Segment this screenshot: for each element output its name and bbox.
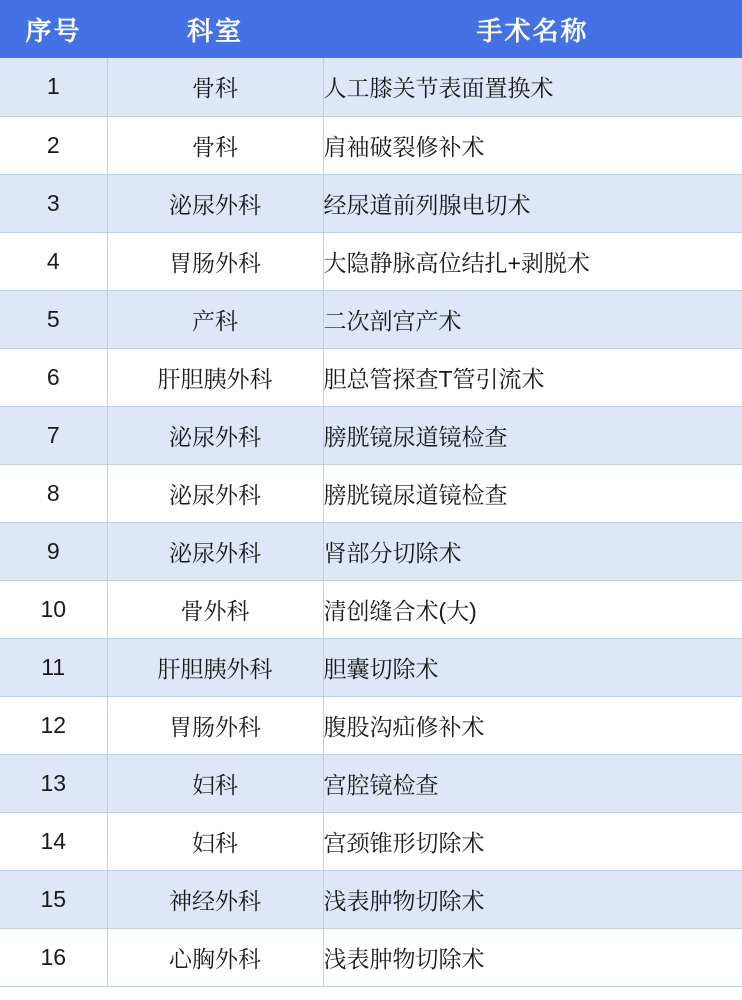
cell-index: 13	[0, 754, 107, 812]
cell-department: 神经外科	[107, 870, 323, 928]
cell-surgery-name: 清创缝合术(大)	[323, 580, 742, 638]
cell-department: 心胸外科	[107, 928, 323, 986]
table-row	[0, 116, 742, 174]
table-row	[0, 754, 742, 812]
cell-surgery-name: 胆囊切除术	[323, 638, 742, 696]
table-row	[0, 232, 742, 290]
table-body	[0, 58, 742, 986]
table-row	[0, 348, 742, 406]
table-row	[0, 58, 742, 116]
cell-department: 泌尿外科	[107, 522, 323, 580]
cell-department: 骨科	[107, 116, 323, 174]
table-row	[0, 870, 742, 928]
cell-index: 10	[0, 580, 107, 638]
cell-index: 1	[0, 58, 107, 116]
cell-department: 骨科	[107, 58, 323, 116]
table-row	[0, 696, 742, 754]
cell-index: 5	[0, 290, 107, 348]
cell-index: 14	[0, 812, 107, 870]
cell-surgery-name: 肩袖破裂修补术	[323, 116, 742, 174]
cell-surgery-name: 浅表肿物切除术	[323, 928, 742, 986]
cell-department: 泌尿外科	[107, 174, 323, 232]
cell-department: 肝胆胰外科	[107, 348, 323, 406]
cell-department: 胃肠外科	[107, 232, 323, 290]
table-row	[0, 174, 742, 232]
cell-department: 妇科	[107, 754, 323, 812]
table-row	[0, 406, 742, 464]
cell-surgery-name: 浅表肿物切除术	[323, 870, 742, 928]
cell-surgery-name: 二次剖宫产术	[323, 290, 742, 348]
cell-index: 7	[0, 406, 107, 464]
table-row	[0, 638, 742, 696]
cell-index: 2	[0, 116, 107, 174]
cell-surgery-name: 经尿道前列腺电切术	[323, 174, 742, 232]
cell-department: 肝胆胰外科	[107, 638, 323, 696]
cell-index: 8	[0, 464, 107, 522]
cell-department: 产科	[107, 290, 323, 348]
cell-surgery-name: 腹股沟疝修补术	[323, 696, 742, 754]
cell-index: 4	[0, 232, 107, 290]
cell-index: 12	[0, 696, 107, 754]
table-row	[0, 928, 742, 986]
cell-index: 15	[0, 870, 107, 928]
cell-surgery-name: 膀胱镜尿道镜检查	[323, 406, 742, 464]
cell-department: 妇科	[107, 812, 323, 870]
cell-index: 6	[0, 348, 107, 406]
column-header-surgery-name: 手术名称	[323, 0, 742, 58]
cell-index: 11	[0, 638, 107, 696]
cell-surgery-name: 宫腔镜检查	[323, 754, 742, 812]
cell-surgery-name: 宫颈锥形切除术	[323, 812, 742, 870]
cell-department: 泌尿外科	[107, 464, 323, 522]
table-header	[0, 0, 742, 58]
table-row	[0, 464, 742, 522]
cell-surgery-name: 胆总管探查T管引流术	[323, 348, 742, 406]
cell-surgery-name: 肾部分切除术	[323, 522, 742, 580]
table-row	[0, 522, 742, 580]
cell-department: 泌尿外科	[107, 406, 323, 464]
table-row	[0, 290, 742, 348]
cell-surgery-name: 大隐静脉高位结扎+剥脱术	[323, 232, 742, 290]
cell-department: 胃肠外科	[107, 696, 323, 754]
cell-department: 骨外科	[107, 580, 323, 638]
cell-index: 3	[0, 174, 107, 232]
cell-surgery-name: 膀胱镜尿道镜检查	[323, 464, 742, 522]
table-header-row	[0, 0, 742, 58]
cell-index: 16	[0, 928, 107, 986]
column-header-index: 序号	[0, 0, 107, 58]
column-header-department: 科室	[107, 0, 323, 58]
table-row	[0, 812, 742, 870]
table-row	[0, 580, 742, 638]
cell-surgery-name: 人工膝关节表面置换术	[323, 58, 742, 116]
cell-index: 9	[0, 522, 107, 580]
